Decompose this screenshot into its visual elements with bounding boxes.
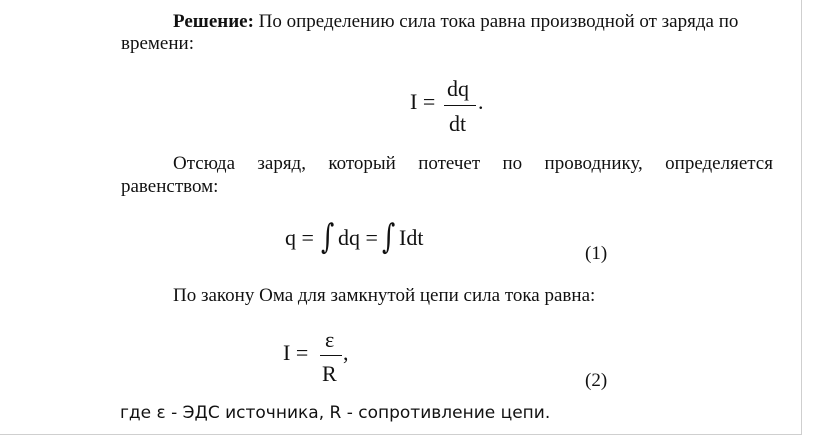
p2-word: по <box>502 153 523 174</box>
eq2-comma: , <box>343 340 349 365</box>
solution-label: Решение: <box>173 11 254 32</box>
p2-word: Отсюда <box>173 153 236 174</box>
eq2-numerator: ε <box>325 327 335 352</box>
p2-word: заряд, <box>257 153 306 174</box>
eq1-lhs: q = <box>285 225 314 250</box>
eq2-lhs: I = <box>283 340 309 365</box>
eq0-denominator: dt <box>449 111 467 136</box>
solution-first-line <box>173 10 738 34</box>
eq0-lhs: I = <box>410 89 436 114</box>
eq2-fraction-bar <box>320 355 342 356</box>
ohm-law-sentence: По закону Ома для замкнутой цепи сила тока равна: <box>173 285 596 306</box>
solution-second-line: времени: <box>121 33 194 54</box>
emf-definition-sentence: где ε - ЭДС источника, R - сопротивление цепи. <box>120 403 551 423</box>
p2-word: определяется <box>665 153 773 174</box>
solution-text: По определению сила тока равна производной от заряда по <box>253 11 739 32</box>
eq1-rhs: Idt <box>399 225 424 250</box>
page-border-right <box>801 0 802 435</box>
eq0-fraction-bar <box>444 105 476 106</box>
paragraph2-second-line: равенством: <box>121 176 219 197</box>
eq0-numerator: dq <box>447 76 469 101</box>
p2-word: проводнику, <box>544 153 643 174</box>
eq1-integral-2: ∫ <box>382 217 396 257</box>
eq1-integral-1: ∫ <box>321 217 335 257</box>
eq1-mid: dq = <box>338 225 378 250</box>
p2-word: который <box>328 153 396 174</box>
eq2-number: (2) <box>585 370 608 391</box>
eq2-denominator: R <box>322 361 337 386</box>
eq1-number: (1) <box>585 243 608 264</box>
eq0-period: . <box>478 89 484 114</box>
paragraph2-first-line <box>173 152 773 176</box>
p2-word: потечет <box>418 153 481 174</box>
